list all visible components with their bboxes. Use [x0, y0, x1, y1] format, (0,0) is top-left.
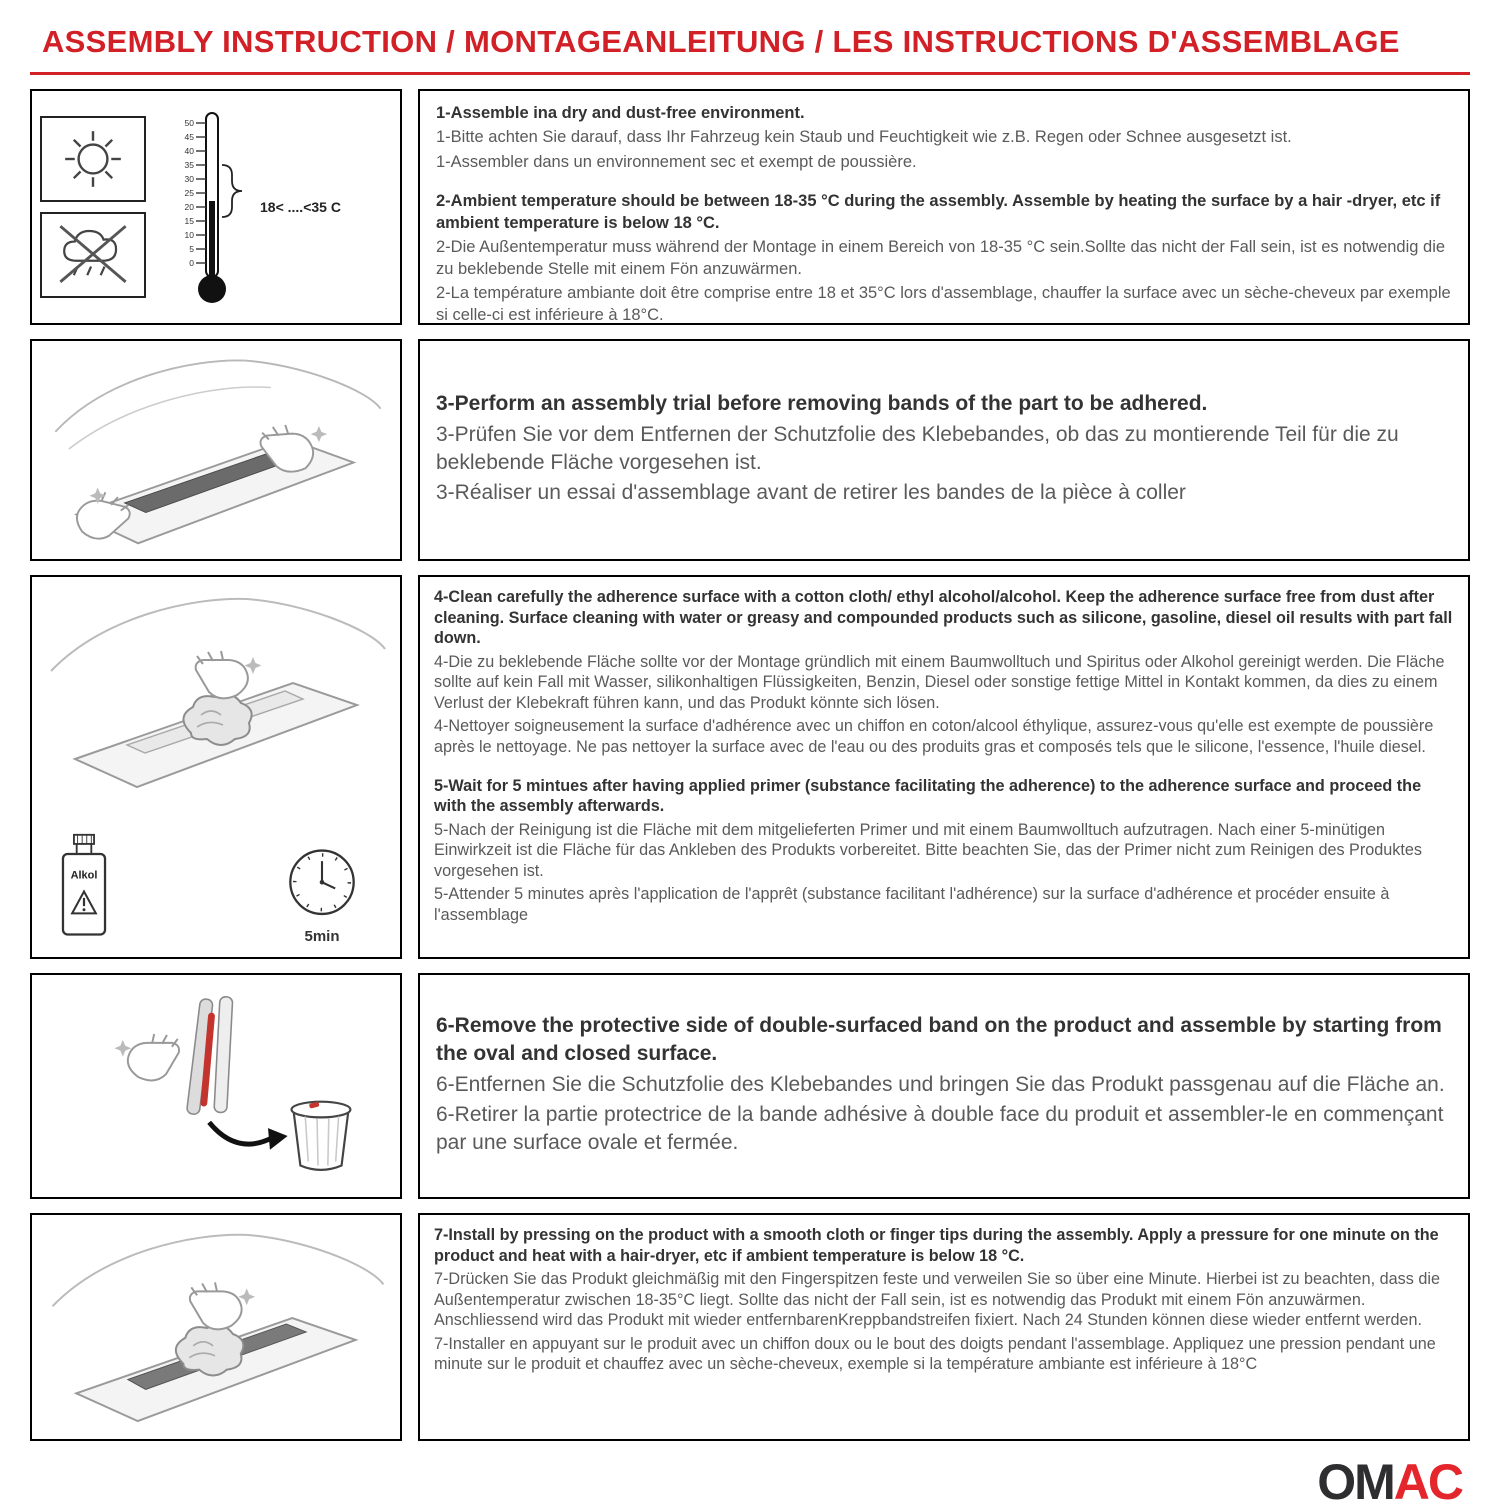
instruction-text: 7-Installer en appuyant sur le produit avec un chiffon doux ou le bout des doigts pendant l'assemblage. Appliquez une pression pendant une minute sur le produit et chauffez avec un sèche-cheveux, exemple si la température ambiante est inférieure à 18°C: [434, 1334, 1436, 1374]
environment-illustration: [30, 89, 402, 325]
sill-install-illustration: [40, 349, 392, 551]
alcohol-bottle-label: Alkol: [70, 869, 98, 882]
page-title: ASSEMBLY INSTRUCTION / MONTAGEANLEITUNG / LES INSTRUCTIONS D'ASSEMBLAGE: [42, 24, 1400, 59]
press-install-illustration-cell: [30, 1213, 402, 1441]
instruction-text: 5-Wait for 5 mintues after having applied primer (substance facilitating the adherence) to the adherence surface and proceed the with the assembly afterwards.: [434, 776, 1422, 816]
thermometer-tick-label: 0: [189, 258, 194, 268]
thermometer-tick-label: 35: [184, 160, 194, 170]
thermometer-tick-label: 25: [184, 188, 194, 198]
section-environment-text: [418, 89, 1470, 325]
sun-box: [40, 116, 146, 202]
hand-icon: [114, 1034, 179, 1080]
range-bracket: [222, 165, 242, 217]
sun-icon: [45, 120, 141, 198]
thermometer-tick-label: 45: [184, 132, 194, 142]
instruction-text: 7-Drücken Sie das Produkt gleichmäßig mit den Fingerspitzen feste und verweilen Sie so über eine Minute. Hierbei ist zu beachten, dass die Außentemperatur zwischen 18-35°C liegt. Sollte das nicht der Fall sein, ist es notwendig das Produkt mit einem Fön anzuwärmen. Anschliessend wird das Produkt mit wieder entfernbarenKreppbandstreifen fixiert. Nach 24 Stunden können diese wieder entfernt werden.: [434, 1270, 1440, 1330]
instruction-text: 5-Attender 5 minutes après l'application de l'apprêt (substance facilitant l'adhérence) sur la surface d'adhérence et procéder ensuite à l'assemblage: [434, 885, 1390, 924]
cloth-icon: [176, 1325, 244, 1375]
no-rain-box: [40, 212, 146, 298]
trash-can-icon: [292, 1102, 351, 1170]
omac-logo: [1317, 1454, 1462, 1500]
instruction-text: 2-La température ambiante doit être comprise entre 18 et 35°C lors d'assemblage, chauffer la surface avec un sèche-cheveux par exemple si celle-ci est inférieure à 18°C.: [436, 284, 1451, 324]
thermometer-tick-label: 40: [184, 146, 194, 156]
instruction-text: 5-Nach der Reinigung ist die Fläche mit dem mitgelieferten Primer und mit einem Baumwolltuch aufzutragen. Nach einer 5-minütigen Einwirkzeit ist die Fläche für das Ankleben des Produkts vorbereitet. Bitte beachten Sie, das der Primer nicht zum Reinigen des Produktes vorgesehen ist.: [434, 820, 1422, 880]
arrow: [209, 1122, 272, 1144]
clock-icon: [278, 840, 366, 928]
temperature-range-label: 18< ....<35 C: [260, 199, 341, 215]
remove-band-illustration: [30, 973, 402, 1199]
alcohol-bottle-icon: [52, 827, 116, 945]
section-cleaning-text: [418, 575, 1470, 959]
instruction-text: 3-Réaliser un essai d'assemblage avant de retirer les bandes de la pièce à coller: [436, 481, 1186, 505]
title-underline: [30, 72, 1470, 75]
section-cleaning: [30, 575, 1470, 959]
instruction-text: 1-Assemble ina dry and dust-free environment.: [436, 104, 805, 122]
section-press-install: [30, 1213, 1470, 1441]
instruction-text: 1-Bitte achten Sie darauf, dass Ihr Fahrzeug kein Staub und Feuchtigkeit wie z.B. Regen oder Schnee ausgesetzt ist.: [436, 128, 1292, 147]
no-rain-icon: [45, 216, 141, 294]
thermometer-tick-label: 20: [184, 202, 194, 212]
section-press-install-text: [418, 1213, 1470, 1441]
instruction-text: 4-Nettoyer soigneusement la surface d'adhérence avec un chiffon en coton/alcool éthylique, assurez-vous qu'elle est exempte de poussière après le nettoyage. Ne pas nettoyer la surface avec de l'eau ou des produits gras et composés tels que le silicone, l'essence, l'huile diesel.: [434, 717, 1434, 756]
section-remove-band-text: [418, 973, 1470, 1199]
section-environment: [30, 89, 1470, 325]
protective-band: [214, 997, 233, 1113]
instruction-text: 6-Retirer la partie protectrice de la bande adhésive à double face du produit et assembler-le en commençant par une surface ovale et fermée.: [436, 1103, 1444, 1155]
section-assembly-trial: [30, 339, 1470, 561]
instruction-text: 2-Ambient temperature should be between 18-35 °C during the assembly. Assemble by heating the surface by a hair -dryer, etc if ambient temperature is below 18 °C.: [436, 192, 1441, 232]
section-remove-band: [30, 973, 1470, 1199]
clean-surface-illustration: [40, 587, 392, 797]
wait-time-label: 5min: [304, 928, 340, 945]
instruction-text: 7-Install by pressing on the product with a smooth cloth or finger tips during the assembly. Apply a pressure for one minute on the product and heat with a hair-dryer, etc if ambient temperature is below 18 °C.: [434, 1226, 1439, 1265]
instruction-text: 6-Entfernen Sie die Schutzfolie des Klebebandes und bringen Sie das Produkt passgenau auf die Fläche an.: [436, 1072, 1445, 1096]
hand-icon: [190, 1282, 255, 1329]
instruction-text: 3-Perform an assembly trial before removing bands of the part to be adhered.: [436, 391, 1208, 415]
thermometer-tick-label: 15: [184, 216, 194, 226]
section-assembly-trial-text: [418, 339, 1470, 561]
instruction-text: 2-Die Außentemperatur muss während der Montage in einem Bereich von 18-35 °C sein.Sollte das nicht der Fall sein, ist es notwendig die zu beklebende Stelle mit einem Fön anzuwärmen.: [436, 238, 1446, 278]
omac-logo-red-letters: AC: [1393, 1454, 1462, 1500]
thermometer-icon: [154, 105, 260, 309]
instruction-text: 1-Assembler dans un environnement sec et exempt de poussière.: [436, 152, 917, 171]
omac-logo-dark-letters: OM: [1317, 1454, 1394, 1500]
instruction-text: 4-Clean carefully the adherence surface with a cotton cloth/ ethyl alcohol/alcohol. Keep the adherence surface free from dust after cleaning. Surface cleaning with water or greasy and compounded products such as silicone, gasoline, diesel oil results with part fall down.: [434, 588, 1453, 648]
footer: [30, 1455, 1470, 1500]
hand-icon: [196, 651, 262, 698]
cleaning-illustration: [30, 575, 402, 959]
wait-time-block: [278, 840, 366, 945]
peel-band-illustration: [40, 983, 392, 1189]
thermometer-tick-label: 30: [184, 174, 194, 184]
thermometer-tick-label: 10: [184, 230, 194, 240]
instruction-text: 3-Prüfen Sie vor dem Entfernen der Schutzfolie des Klebebandes, ob das zu montierende Teil für die zu beklebende Fläche vorgesehen ist.: [436, 422, 1399, 474]
assembly-trial-illustration: [30, 339, 402, 561]
thermometer-tick-label: 50: [184, 118, 194, 128]
press-install-illustration: [40, 1223, 392, 1431]
instruction-text: 4-Die zu beklebende Fläche sollte vor der Montage gründlich mit einem Baumwolltuch und Spiritus oder Alkohol gereinigt werden. Die Fläche sollte auf kein Fall mit Wasser, silikonhaltigen Flüssigkeiten, Benzin, Diesel oder sonstige fettige Mittel in Kontakt kommen, da dies zu einem Verlust der Klebekraft führen kann, und das Produkt könnte sich lösen.: [434, 652, 1445, 712]
thermometer-tick-label: 5: [189, 244, 194, 254]
instruction-text: 6-Remove the protective side of double-surfaced band on the product and assemble by starting from the oval and closed surface.: [436, 1013, 1442, 1065]
